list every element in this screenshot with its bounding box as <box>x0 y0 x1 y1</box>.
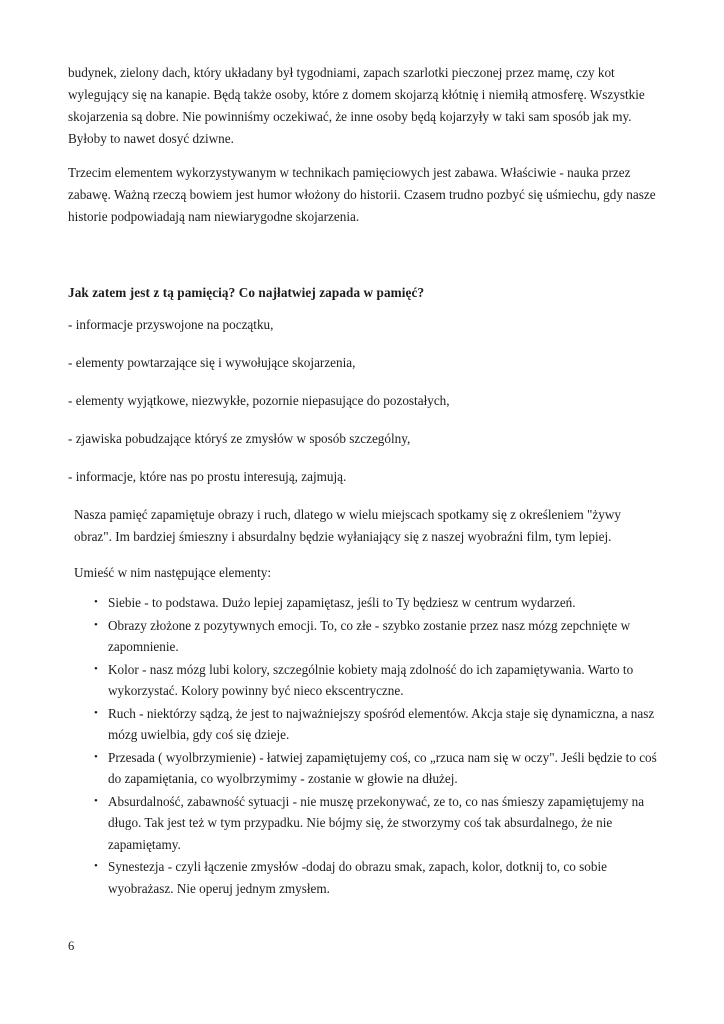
list-item: • Przesada ( wyolbrzymienie) - łatwiej zapamiętujemy coś, co „rzuca nam się w oczy". Jeśli będzie to coś do zapamiętania, co wyolbrzymimy - zostanie w głowie na dłużej. <box>68 747 660 790</box>
paragraph-spacer <box>68 548 660 562</box>
paragraph-opening-continuation: budynek, zielony dach, który układany był tygodniami, zapach szarlotki pieczonej przez mamę, czy kot wylegujący się na kanapie. Będą także osoby, które z domem skojarzą kłótnię i niemiłą atmosferę. Wszystkie skojarzenia są dobre. Nie powinniśmy oczekiwać, że inne osoby będą kojarzyły w taki sam sposób jak my. Byłoby to nawet dosyć dziwne. <box>68 65 645 146</box>
section-spacer <box>68 240 660 282</box>
paragraph-memory-images: Nasza pamięć zapamiętuje obrazy i ruch, dlatego w wielu miejscach spotkamy się z określeniem "żywy obraz". Im bardziej śmieszny i absurdalny będzie wyłaniający się z naszej wyobraźni film, tym lepiej. <box>74 507 621 544</box>
paragraph-place-elements: Umieść w nim następujące elementy: <box>74 565 272 580</box>
list-spacer <box>68 584 660 592</box>
section-heading: Jak zatem jest z tą pamięcią? Co najłatwiej zapada w pamięć? <box>68 285 425 300</box>
document-body <box>68 62 660 900</box>
paragraph-third-element: Trzecim elementem wykorzystywanym w technikach pamięciowych jest zabawa. Właściwie - nauka przez zabawę. Ważną rzeczą bowiem jest humor włożony do historii. Czasem trudno pozbyć się uśmiechu, gdy nasze historie podpowiadają nam niewiarygodne skojarzenia. <box>68 165 656 224</box>
dash-list-item: - elementy powtarzające się i wywołujące skojarzenia, <box>68 355 356 370</box>
dash-list-item: - elementy wyjątkowe, niezwykłe, pozornie niepasujące do pozostałych, <box>68 393 450 408</box>
dash-list <box>68 314 660 488</box>
dash-list-item: - zjawiska pobudzające któryś ze zmysłów w sposób szczególny, <box>68 431 411 446</box>
list-item: • Synestezja - czyli łączenie zmysłów -dodaj do obrazu smak, zapach, kolor, dotknij to, co sobie wyobrażasz. Nie operuj jednym zmysłem. <box>68 856 660 899</box>
dash-list-item: - informacje przyswojone na początku, <box>68 317 274 332</box>
list-item: • Ruch - niektórzy sądzą, że jest to najważniejszy spośród elementów. Akcja staje się dynamiczna, a nasz mózg uwielbia, gdy coś się dzieje. <box>68 703 660 746</box>
dash-list-item: - informacje, które nas po prostu interesują, zajmują. <box>68 469 347 484</box>
list-item: • Obrazy złożone z pozytywnych emocji. To, co złe - szybko zostanie przez nasz mózg zepchnięte w zapomnienie. <box>68 615 660 658</box>
list-item: • Absurdalność, zabawność sytuacji - nie muszę przekonywać, ze to, co nas śmieszy zapamiętujemy na długo. Tak jest też w tym przypadku. Nie bójmy się, że stworzymy coś tak absurdalnego, że nie zapamiętamy. <box>68 791 660 856</box>
bullet-list <box>68 592 660 899</box>
page-number: 6 <box>68 939 75 953</box>
list-item: • Kolor - nasz mózg lubi kolory, szczególnie kobiety mają zdolność do ich zapamiętywania. Warto to wykorzystać. Kolory powinny być nieco ekscentryczne. <box>68 659 660 702</box>
list-item: • Siebie - to podstawa. Dużo lepiej zapamiętasz, jeśli to Ty będziesz w centrum wydarzeń. <box>68 592 660 614</box>
